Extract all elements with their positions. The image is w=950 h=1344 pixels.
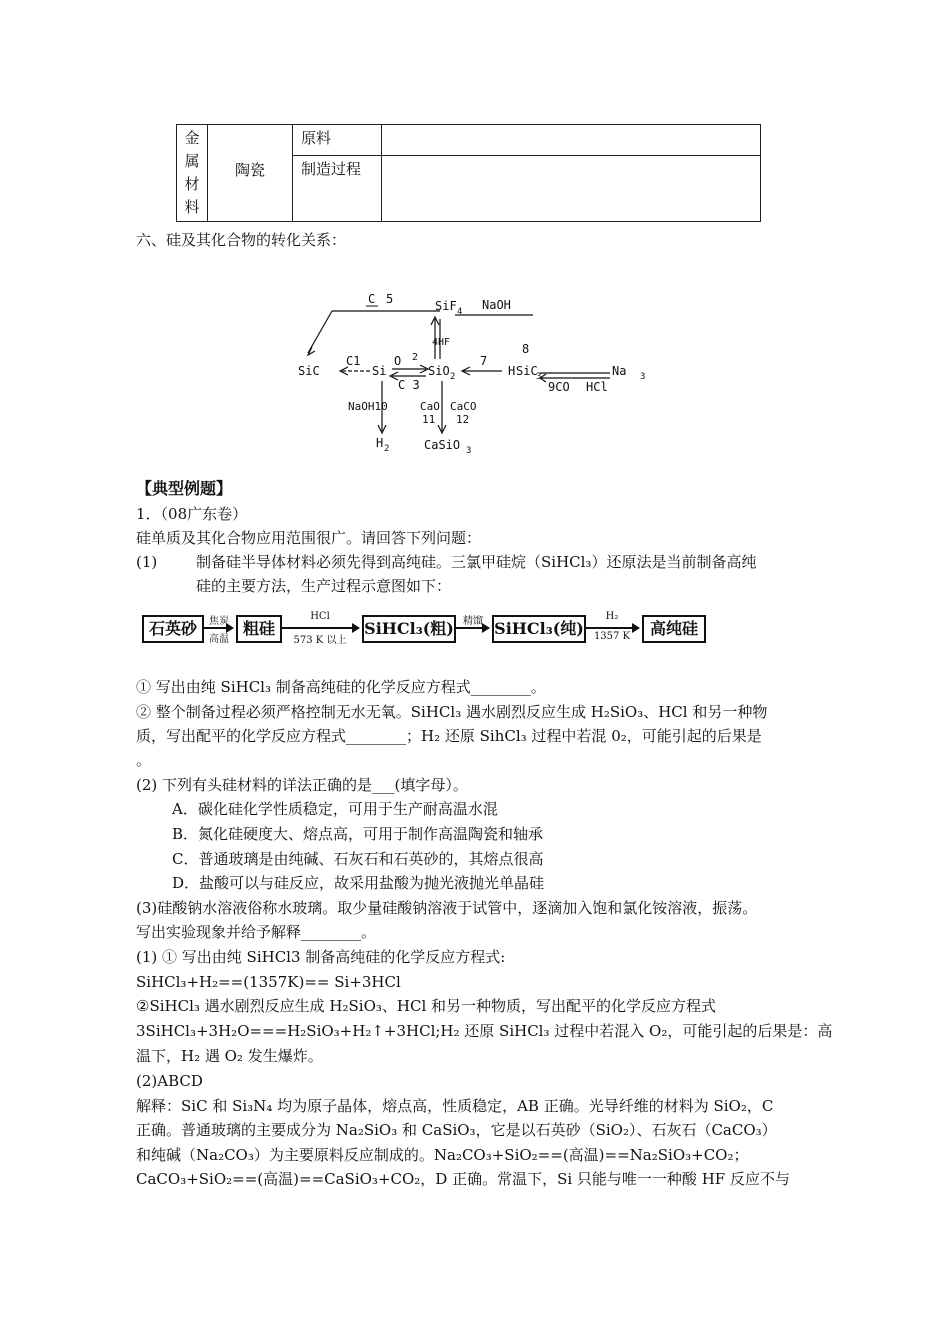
node-h2sio3-b: SiC [516,364,538,378]
label-n8: 8 [522,342,530,356]
option-b: B．氮化硅硬度大、熔点高，可用于制作高温陶瓷和轴承 [172,825,544,843]
answer-line-8: 正确。普通玻璃的主要成分为 Na₂SiO₃ 和 CaSiO₃，它是以石英砂（SiO₂）、石灰石（CaCO₃） [136,1121,777,1139]
answer-line-7: 解释：SiC 和 Si₃N₄ 均为原子晶体，熔点高，性质稳定，AB 正确。光导纤维的材料为 SiO₂，C [136,1097,774,1115]
col1-char: 属 [184,152,200,170]
option-d: D．盐酸可以与硅反应，故采用盐酸为抛光液抛光单晶硅 [172,874,545,892]
answer-line-10: CaCO₃+SiO₂==(高温)==CaSiO₃+CO₂，D 正确。常温下，Si 只能与唯一一种酸 HF 反应不与 [136,1170,790,1188]
flow-arrow-4-top: H₂ [605,611,619,622]
label-naoh10: NaOH10 [348,400,388,413]
node-na2sio3: Na [612,364,627,378]
node-h2sio3-a: H [508,364,516,378]
ceramics-label: 陶瓷 [234,161,265,179]
question-line-3: 质，写出配平的化学反应方程式________；H₂ 还原 SihCl₃ 过程中若混 0₂，可能引起的后果是 [136,727,762,745]
label-c5: C [368,292,376,306]
materials-table [176,124,761,222]
answer-line-4: 3SiHCl₃+3H₂O===H₂SiO₃+H₂↑+3HCl;H₂ 还原 SiHCl₃ 过程中若混入 O₂，可能引起的后果是：高 [136,1022,833,1040]
answer-line-1: (1) ① 写出由纯 SiHCl3 制备高纯硅的化学反应方程式: [136,948,506,966]
examples-heading: 【典型例题】 [136,479,233,498]
ceramics-cell [208,125,293,222]
flow-arrow-2-bottom: 573 K 以上 [293,635,347,646]
question-line-7: 写出实验现象并给予解释________。 [136,923,377,941]
process-value-cell[interactable] [382,156,761,222]
col1-char: 料 [184,198,200,216]
node-casio3: CaSiO [424,438,461,452]
answer-line-2: SiHCl₃+H₂==(1357K)== Si+3HCl [136,973,401,991]
question-line-6: (3)硅酸钠水溶液俗称水玻璃。取少量硅酸钠溶液于试管中，逐滴加入饱和氯化铵溶液，振荡。 [136,899,758,917]
label-c3: C 3 [398,378,420,392]
node-h2: H [376,436,384,450]
label-n2: 2 [412,352,419,363]
col1-char: 金 [184,129,200,147]
answer-line-6: (2)ABCD [136,1072,203,1090]
process-label-cell [293,156,382,222]
flow-arrow-2-top: HCl [310,611,330,622]
part1-text-line1: 制备硅半导体材料必须先得到高纯硅。三氯甲硅烷（SiHCl₃）还原法是当前制备高纯 [196,553,757,571]
option-a: A．碳化硅化学性质稳定，可用于生产耐高温水混 [172,800,498,818]
flow-arrow-3-top: 精馏 [463,616,483,627]
flow-box-quartz-sand: 石英砂 [142,615,204,643]
flow-box-sihcl3-pure: SiHCl₃(纯) [492,615,586,643]
option-c: C．普通玻璃是由纯碱、石灰石和石英砂的，其熔点很高 [172,850,544,868]
node-sio2-sub: 2 [450,372,456,382]
flow-arrow-1-bottom: 高温 [209,634,229,645]
node-sif4-sub: 4 [457,307,463,317]
part1-text-line2: 硅的主要方法，生产过程示意图如下： [196,577,452,595]
question-intro: 硅单质及其化合物应用范围很广。请回答下列问题： [136,529,482,547]
flow-arrow-1-top: 焦炭 [209,616,229,627]
node-h2-sub: 2 [384,444,390,454]
node-h2sio3-sub: 3 [536,372,542,382]
flow-box-high-purity-silicon: 高纯硅 [642,615,706,643]
label-o2: O [394,354,402,368]
section-6-title: 六、硅及其化合物的转化关系： [136,231,347,249]
question-line-2: ② 整个制备过程必须严格控制无水无氧。SiHCl₃ 遇水剧烈反应生成 H₂SiO₃、HCl 和另一种物 [136,703,768,721]
raw-material-label-cell [293,125,382,156]
label-caco3: CaCO [450,400,477,413]
flow-arrow-2 [282,627,358,629]
node-sif4: SiF [435,299,457,313]
answer-line-5: 温下，H₂ 遇 O₂ 发生爆炸。 [136,1047,323,1065]
question-line-4: 。 [136,751,152,769]
label-n9co2: 9CO [548,380,570,394]
label-hcl: HCl [586,380,608,394]
silicon-conversion-diagram [290,285,660,460]
node-sic: SiC [298,364,320,378]
label-n7: 7 [480,354,488,368]
label-n12: 12 [456,413,470,426]
label-n5: 5 [386,292,394,306]
part1-number: (1) [136,553,158,571]
raw-material-label: 原料 [301,129,332,147]
flow-arrow-4 [586,627,638,629]
question-line-1: ① 写出由纯 SiHCl₃ 制备高纯硅的化学反应方程式________。 [136,678,546,696]
node-na2sio3-sub: 3 [640,372,646,382]
flow-arrow-4-bottom: 1357 K [593,631,631,642]
flow-box-sihcl3-crude: SiHCl₃(粗) [362,615,456,643]
diagram-line [308,311,332,353]
process-label: 制造过程 [301,160,362,179]
answer-line-3: ②SiHCl₃ 遇水剧烈反应生成 H₂SiO₃、HCl 和另一种物质，写出配平的化学反应方程式 [136,997,717,1015]
node-casio3-sub: 3 [466,446,472,456]
node-si: Si [372,364,387,378]
col1-char: 材 [184,175,200,193]
answer-line-9: 和纯碱（Na₂CO₃）为主要原料反应制成的。Na₂CO₃+SiO₂==(高温)==Na₂SiO₃+CO₂； [136,1146,749,1164]
question-line-5: (2) 下列有头硅材料的详法正确的是___(填字母）。 [136,776,468,794]
label-naoh-top: NaOH [482,298,511,312]
metal-material-cell [177,125,208,222]
label-n11: 11 [422,413,436,426]
flow-arrow-1 [204,627,232,629]
raw-material-value-cell[interactable] [382,125,761,156]
node-sio2: SiO [428,364,450,378]
label-c1: C1 [346,354,361,368]
question-source: 1．（08广东卷） [136,505,248,523]
label-cao: CaO [420,400,440,413]
flow-box-crude-silicon: 粗硅 [236,615,282,643]
flow-arrow-3 [456,627,488,629]
label-hf: 4HF [432,337,451,348]
